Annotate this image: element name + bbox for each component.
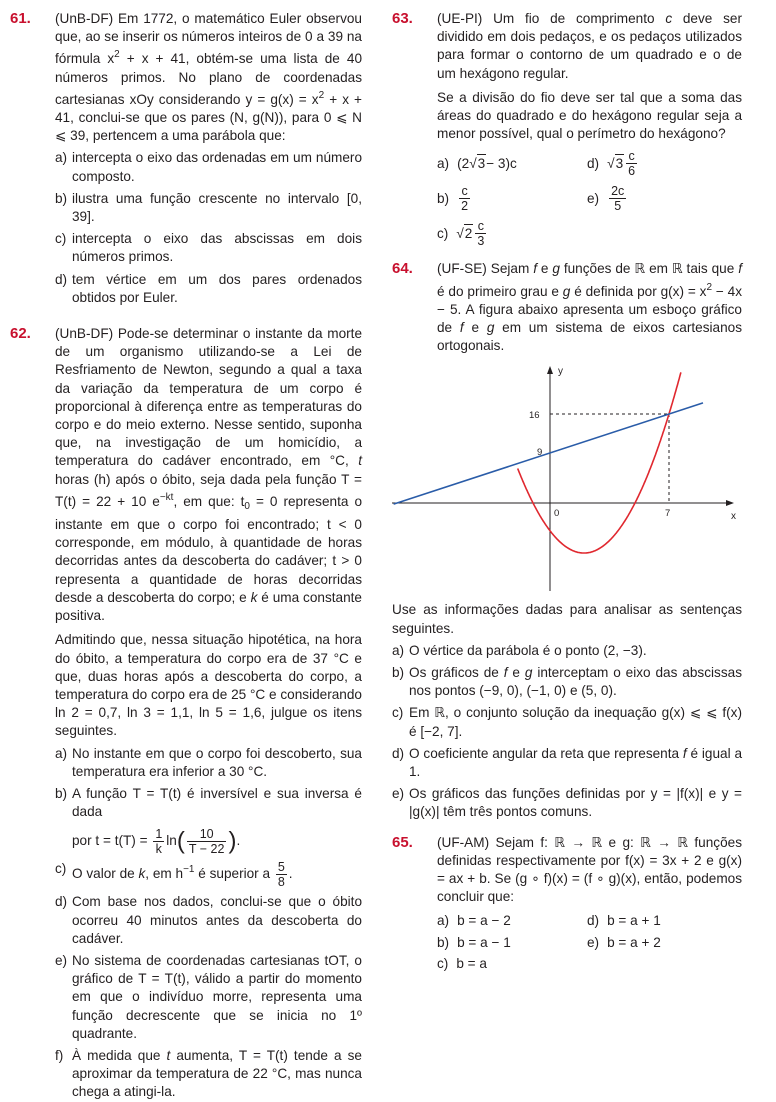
question-number: 63.	[392, 10, 413, 27]
question-64-instruction: Use as informações dadas para analisar as sentenças seguintes.	[392, 602, 742, 636]
question-prompt: Se a divisão do fio deve ser tal que a soma das áreas do quadrado e do hexágono regular seja a menor possível, qual o perímetro do hexágono?	[437, 89, 742, 142]
question-stem: (UnB-DF) Pode-se determinar o instante da morte de um organismo utilizando-se a Lei de Resfriamento de Newton, segundo a qual a taxa da variação da temperatura de um corpo é proporcional à diferença entre as temperaturas do corpo e do meio externo. Nesse sentido, suponha que, na investigação de um homicídio, a temperatura do cadáver encontrado, em °C, t horas (h) após o óbito, seja dada pela função T = T(t) = 22 + 10 $e^{-kt}$, em que: $t_0 = 0$ representa o instante em que o corpo foi encontrado; t < 0 corresponde, em módulo, à quantidade de horas decorridas antes da descoberta do cadáver; t > 0 representa a quantidade de horas decorridas desde a descoberta do corpo; e k é uma constante positiva.	[55, 326, 362, 624]
answer-option-e: e) $\frac{2c}{5}$	[587, 184, 625, 214]
q64-item-c: c) Em ℝ, o conjunto solução da inequação g(x) ⩽ ⩽ f(x) é [−2, 7].	[392, 705, 742, 739]
answer-option-e: e) b = a + 2	[587, 934, 661, 950]
parabola-curve	[518, 373, 681, 554]
answer-option-a: a) b = a − 2	[437, 913, 511, 929]
answer-options	[437, 912, 742, 973]
answer-item-b: b) ilustra uma função crescente no intervalo [0, 39].	[55, 190, 362, 225]
answer-option-d: d) b = a + 1	[587, 913, 661, 929]
question-stem: (UE-PI) Um fio de comprimento c deve ser dividido em dois pedaços, e os pedaços utilizados para formar o contorno de um quadrado e o de um hexágono regular.	[437, 11, 742, 81]
y-tick-label-9: 9	[537, 447, 543, 459]
answer-option-d: d) √ 3 $\frac{c}{6}$	[587, 149, 636, 179]
fraction: $\frac{c}{6}$	[628, 149, 636, 179]
answer-item-d: d) tem vértice em um dos pares ordenados obtidos por Euler.	[55, 271, 362, 305]
answer-option-b: b) $\frac{c}{2}$	[437, 184, 469, 214]
answer-item-b: b) A função T = T(t) é inversível e sua inversa é dada por t = t(T) = $\frac{1}{k}$ ln( $\frac{10}{T - 22}$ ).	[55, 785, 362, 857]
origin-label: 0	[554, 508, 560, 520]
question-number: 65.	[392, 833, 413, 851]
answer-item-a: a) intercepta o eixo das ordenadas em um número composto.	[55, 150, 362, 184]
answer-item-f: f) À medida que t aumenta, T = T(t) tende a se aproximar da temperatura de 22 °C, mas nunca chega a atingi-la.	[55, 1047, 362, 1100]
answer-option-b: b) b = a − 1	[437, 934, 511, 950]
y-axis-label: y	[558, 366, 563, 378]
answer-option-a: a) (2 √ 3 − 3)c	[437, 149, 587, 178]
question-64	[392, 260, 742, 355]
question-63	[392, 10, 742, 248]
answer-option-c: c) b = a	[437, 955, 487, 971]
fraction: $\frac{5}{8}$	[277, 860, 285, 890]
question-65	[392, 834, 742, 973]
fraction: $\frac{10}{T - 22}$	[188, 827, 225, 857]
question-context: Admitindo que, nessa situação hipotética, na hora do óbito, a temperatura do corpo era de 37 °C e que, duas horas após a descoberta do corpo, a temperatura do corpo era de 25 °C e considerando ln 2 = 0,7, ln 3 = 1,1, ln 5 = 1,6, julgue os itens seguintes.	[55, 632, 362, 739]
y-tick-label-16: 16	[529, 410, 540, 422]
question-number: 64.	[392, 260, 413, 278]
q64-item-a: a) O vértice da parábola é o ponto (2, −3).	[392, 642, 647, 658]
answer-item-d: d) Com base nos dados, conclui-se que o óbito ocorreu 40 minutos antes da descoberta do cadáver.	[55, 894, 362, 946]
answer-option-c: c) √ 2 $\frac{c}{3}$	[437, 219, 485, 249]
question-number: 62.	[10, 325, 31, 343]
answer-item-c: c) intercepta o eixo das abscissas em dois números primos.	[55, 231, 362, 265]
left-column	[10, 10, 362, 1102]
q64-item-d: d) O coeficiente angular da reta que representa f é igual a 1.	[392, 745, 743, 780]
fraction: $\frac{2c}{5}$	[611, 184, 625, 214]
question-61	[10, 10, 362, 307]
answer-item-a: a) No instante em que o corpo foi descoberto, sua temperatura era inferior a 30 °C.	[55, 745, 362, 779]
function-graph	[392, 363, 742, 593]
question-62	[10, 325, 362, 1102]
x-tick-label-7: 7	[665, 508, 671, 520]
question-stem: (UnB-DF) Em 1772, o matemático Euler observou que, ao se inserir os números inteiros de 0 a 39 na fórmula $x^2 + x + 41$, obtém-se uma lista de 40 números primos. No plano de coordenadas cartesianas xOy considerando $y = g(x) = x^2 + x + 41$, conclui-se que os pares (N, g(N)), para 0 ⩽ N ⩽ 39, pertencem a uma parábola que:	[55, 11, 362, 144]
right-column	[392, 10, 742, 973]
x-axis-arrow-icon	[726, 500, 734, 506]
x-axis-label: x	[731, 511, 736, 523]
q64-item-b: b) Os gráficos de f e g interceptam o eixo das abscissas nos pontos (−9, 0), (−1, 0) e (5, 0).	[392, 665, 742, 699]
answer-item-e: e) No sistema de coordenadas cartesianas tOT, o gráfico de T = T(t), válido a partir do momento em que o indivíduo morre, representa uma função decrescente que se inicia no 1º quadrante.	[55, 952, 362, 1041]
q64-item-e: e) Os gráficos das funções definidas por y = |f(x)| e y = |g(x)| têm três pontos comuns.	[392, 786, 742, 820]
fraction: $\frac{c}{2}$	[461, 184, 469, 214]
fraction: $\frac{c}{3}$	[477, 219, 485, 249]
fraction: $\frac{1}{k}$	[155, 827, 163, 857]
question-stem: (UF-SE) Sejam f e g funções de ℝ em ℝ tais que f é do primeiro grau e g é definida por $g(x) = x^2 - 4x - 5$. A figura abaixo apresenta um esboço gráfico de f e g em um sistema de eixos cartesianos ortogonais.	[437, 261, 742, 354]
question-stem: (UF-AM) Sejam f: ℝ → ℝ e g: ℝ → ℝ funções definidas respectivamente por f(x) = 3x + 2 e g(x) = ax + b. Se (g ∘ f)(x) = (f ∘ g)(x), então, podemos concluir que:	[437, 834, 742, 905]
question-number: 61.	[10, 10, 31, 27]
answer-options	[437, 149, 742, 248]
y-axis-arrow-icon	[547, 366, 553, 374]
answer-item-c: c) O valor de k, em $h^{-1}$ é superior a $\frac{5}{8}$ .	[55, 860, 293, 890]
